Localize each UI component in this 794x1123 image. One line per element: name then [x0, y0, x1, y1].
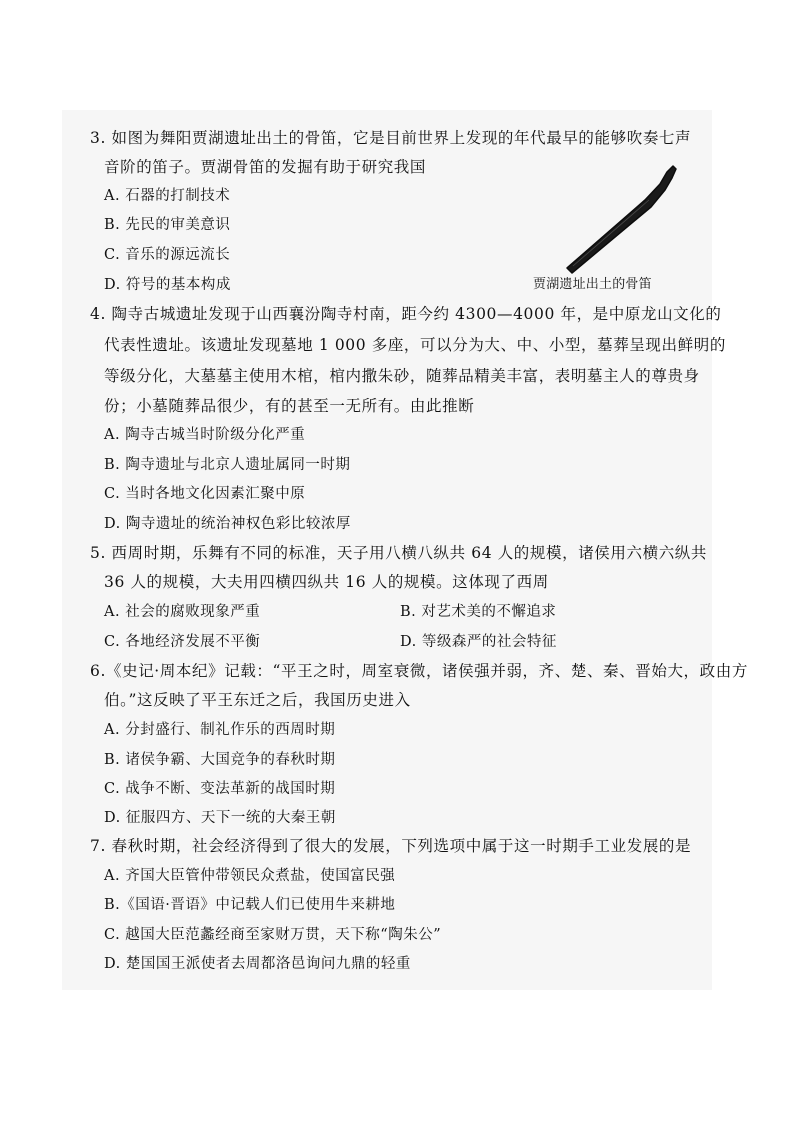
q6-option-b: B. 诸侯争霸、大国竞争的春秋时期: [104, 752, 336, 768]
q4-option-d: D. 陶寺遗址的统治神权色彩比较浓厚: [104, 516, 351, 532]
q5-option-c: C. 各地经济发展不平衡: [104, 634, 261, 650]
q6-stem-line-1: 6.《史记·周本纪》记载：“平王之时，周室衰微，诸侯强并弱，齐、楚、秦、晋始大，政由方: [90, 662, 748, 680]
q7-option-a: A. 齐国大臣管仲带领民众煮盐，使国富民强: [104, 868, 396, 884]
q5-option-b: B. 对艺术美的不懈追求: [400, 604, 557, 620]
figure-caption: 贾湖遗址出土的骨笛: [533, 277, 652, 292]
q4-stem-line-3: 等级分化，大墓墓主使用木棺，棺内撒朱砂，随葬品精美丰富，表明墓主人的尊贵身: [104, 367, 700, 385]
q4-stem-line-2: 代表性遗址。该遗址发现墓地 1 000 多座，可以分为大、中、小型，墓葬呈现出鲜明的: [104, 336, 726, 354]
q6-option-c: C. 战争不断、变法革新的战国时期: [104, 781, 336, 797]
q5-option-a: A. 社会的腐败现象严重: [104, 604, 261, 620]
q4-option-c: C. 当时各地文化因素汇聚中原: [104, 486, 306, 502]
q6-option-a: A. 分封盛行、制礼作乐的西周时期: [104, 722, 336, 738]
q3-stem-line-2: 音阶的笛子。贾湖骨笛的发掘有助于研究我国: [104, 158, 427, 176]
q6-stem-line-2: 伯。”这反映了平王东迁之后，我国历史进入: [104, 691, 411, 709]
q6-option-d: D. 征服四方、天下一统的大秦王朝: [104, 810, 336, 826]
q7-option-b: B.《国语·晋语》中记载人们已使用牛来耕地: [104, 897, 396, 913]
q3-option-d: D. 符号的基本构成: [104, 277, 231, 293]
q5-option-d: D. 等级森严的社会特征: [400, 634, 557, 650]
q4-stem-line-1: 4. 陶寺古城遗址发现于山西襄汾陶寺村南，距今约 4300—4000 年，是中原龙山文化的: [90, 305, 722, 323]
q3-option-a: A. 石器的打制技术: [104, 188, 231, 204]
q3-stem-line-1: 3. 如图为舞阳贾湖遗址出土的骨笛，它是目前世界上发现的年代最早的能够吹奏七声: [90, 129, 692, 147]
q5-stem-line-2: 36 人的规模，大夫用四横四纵共 16 人的规模。这体现了西周: [104, 573, 549, 591]
q4-option-b: B. 陶寺遗址与北京人遗址属同一时期: [104, 457, 351, 473]
q7-option-c: C. 越国大臣范蠡经商至家财万贯，天下称“陶朱公”: [104, 927, 442, 943]
q3-option-c: C. 音乐的源远流长: [104, 247, 231, 263]
q7-stem-line-1: 7. 春秋时期，社会经济得到了很大的发展，下列选项中属于这一时期手工业发展的是: [90, 837, 692, 855]
q7-option-d: D. 楚国国王派使者去周都洛邑询问九鼎的轻重: [104, 956, 411, 972]
q3-option-b: B. 先民的审美意识: [104, 217, 231, 233]
q4-option-a: A. 陶寺古城当时阶级分化严重: [104, 427, 306, 443]
q4-stem-line-4: 份；小墓随葬品很少，有的甚至一无所有。由此推断: [104, 397, 475, 415]
q5-stem-line-1: 5. 西周时期，乐舞有不同的标准，天子用八横八纵共 64 人的规模，诸侯用六横六纵共: [90, 544, 707, 562]
